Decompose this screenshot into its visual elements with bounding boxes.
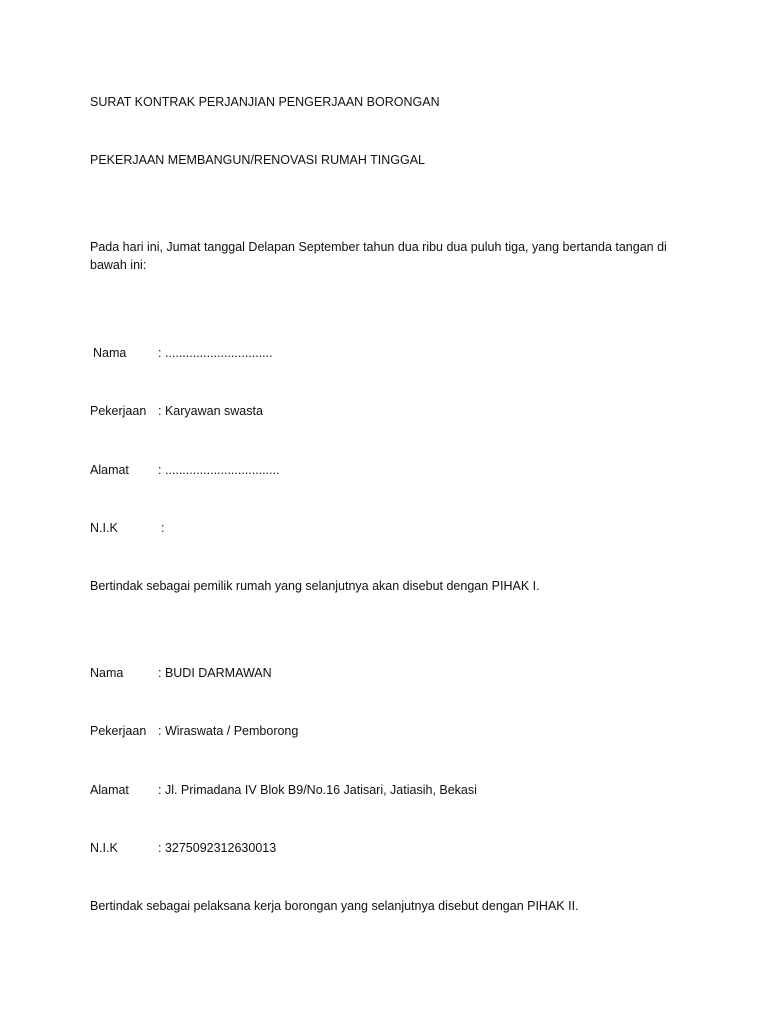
pihak2-alamat-value: : Jl. Primadana IV Blok B9/No.16 Jatisari, Jatiasih, Bekasi <box>158 783 477 797</box>
pihak2-nama-label: Nama <box>90 666 124 680</box>
pihak1-nik-value: : <box>161 521 165 535</box>
pihak2-nik-label: N.I.K <box>90 841 118 855</box>
pihak1-nama-row <box>90 344 273 362</box>
pihak2-nik-value: : 3275092312630013 <box>158 841 277 855</box>
pihak1-pekerjaan-value: : Karyawan swasta <box>158 404 263 418</box>
pihak2-pekerjaan-value: : Wiraswata / Pemborong <box>158 724 299 738</box>
pihak1-role: Bertindak sebagai pemilik rumah yang selanjutnya akan disebut dengan PIHAK I. <box>90 579 540 593</box>
pihak2-nama-row <box>90 664 272 682</box>
pihak1-pekerjaan-label: Pekerjaan <box>90 404 147 418</box>
pihak2-alamat-label: Alamat <box>90 783 129 797</box>
pihak2-pekerjaan-row <box>90 722 298 740</box>
document-title: SURAT KONTRAK PERJANJIAN PENGERJAAN BORONGAN <box>90 95 440 109</box>
pihak2-pekerjaan-label: Pekerjaan <box>90 724 147 738</box>
pihak1-nama-value: : ............................... <box>158 346 273 360</box>
pihak2-role: Bertindak sebagai pelaksana kerja borongan yang selanjutnya disebut dengan PIHAK II. <box>90 899 579 913</box>
pihak1-alamat-row <box>90 461 280 479</box>
pihak1-nik-label: N.I.K <box>90 521 118 535</box>
pihak1-alamat-value: : ................................. <box>158 463 280 477</box>
pihak2-nik-row <box>90 839 276 857</box>
pihak1-alamat-label: Alamat <box>90 463 129 477</box>
pihak1-pekerjaan-row <box>90 402 263 420</box>
pihak2-nama-value: : BUDI DARMAWAN <box>158 666 272 680</box>
intro-paragraph: Pada hari ini, Jumat tanggal Delapan September tahun dua ribu dua puluh tiga, yang bertanda tangan di bawah ini: <box>90 240 667 272</box>
document-subtitle: PEKERJAAN MEMBANGUN/RENOVASI RUMAH TINGGAL <box>90 153 426 167</box>
pihak1-nik-row <box>90 519 164 537</box>
pihak2-alamat-row <box>90 781 477 799</box>
pihak1-nama-label: Nama <box>93 346 127 360</box>
